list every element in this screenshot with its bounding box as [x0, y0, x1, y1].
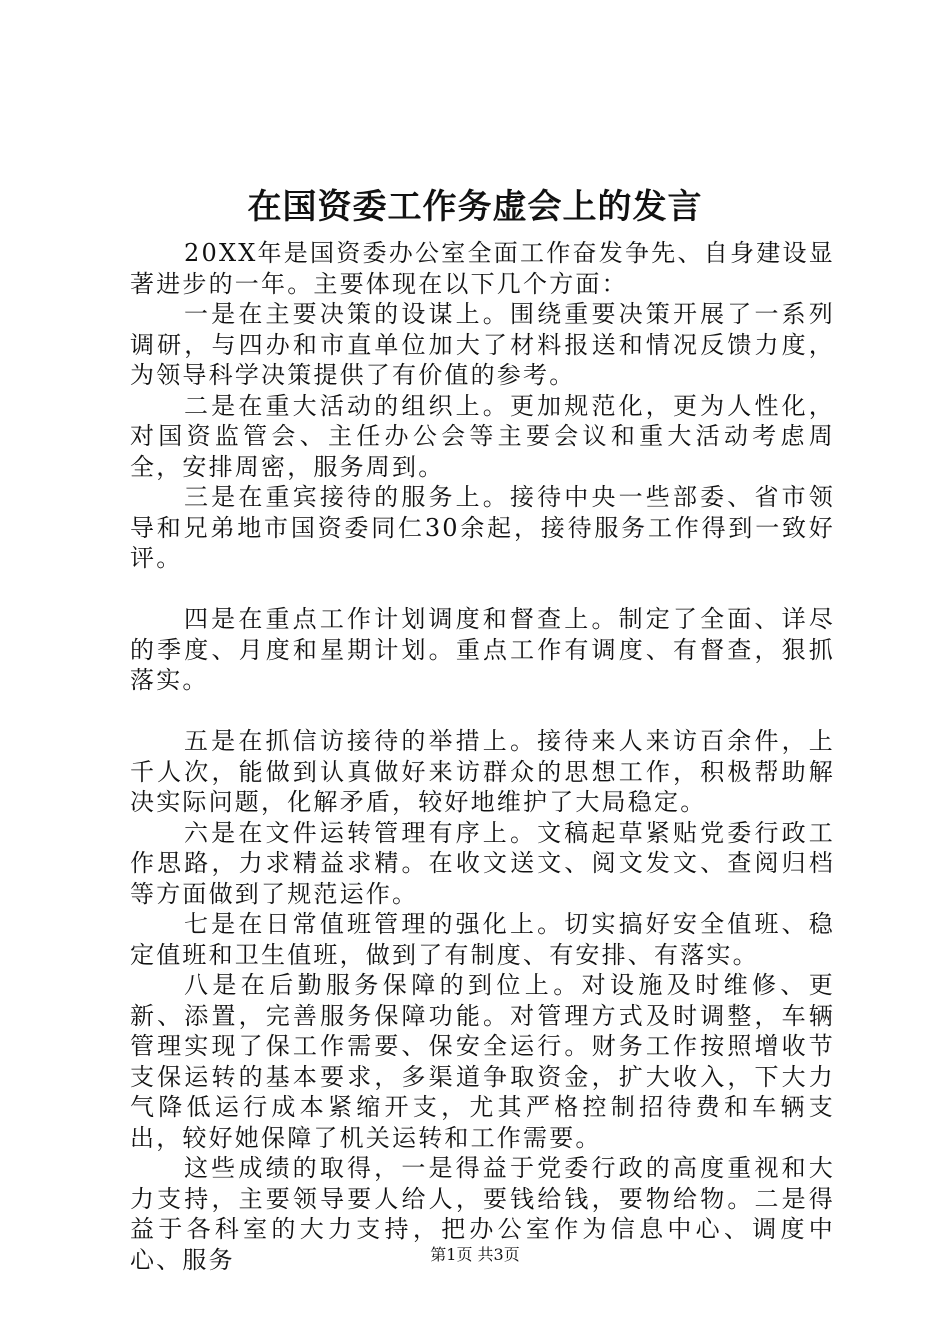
paragraph-achievements: 这些成绩的取得，一是得益于党委行政的高度重视和大力支持，主要领导要人给人，要钱给钱，要物给物。二是得益于各科室的大力支持，把办公室作为信息中心、调度中心、服务	[130, 1154, 835, 1274]
paragraph-activities: 二是在重大活动的组织上。更加规范化，更为人性化，对国资监管会、主任办公会等主要会议和重大活动考虑周全，安排周密，服务周到。	[130, 391, 835, 481]
document-body	[130, 238, 835, 1275]
paragraph-documents: 六是在文件运转管理有序上。文稿起草紧贴党委行政工作思路，力求精益求精。在收文送文、阅文发文、查阅归档等方面做到了规范运作。	[130, 818, 835, 908]
paragraph-logistics: 八是在后勤服务保障的到位上。对设施及时维修、更新、添置，完善服务保障功能。对管理方式及时调整，车辆管理实现了保工作需要、保安全运行。财务工作按照增收节支保运转的基本要求，多渠道争取资金，扩大收入，下大力气降低运行成本紧缩开支，尤其严格控制招待费和车辆支出，较好她保障了机关运转和工作需要。	[130, 971, 835, 1152]
paragraph-petitions: 五是在抓信访接待的举措上。接待来人来访百余件，上千人次，能做到认真做好来访群众的思想工作，积极帮助解决实际问题，化解矛盾，较好地维护了大局稳定。	[130, 727, 835, 816]
paragraph-duty: 七是在日常值班管理的强化上。切实搞好安全值班、稳定值班和卫生值班，做到了有制度、有安排、有落实。	[130, 910, 835, 969]
page-footer: 第1页 共3页	[430, 1245, 520, 1264]
paragraph-intro: 20XX年是国资委办公室全面工作奋发争先、自身建设显著进步的一年。主要体现在以下几个方面：	[130, 239, 835, 298]
paragraph-decision: 一是在主要决策的设谋上。围绕重要决策开展了一系列调研，与四办和市直单位加大了材料报送和情况反馈力度，为领导科学决策提供了有价值的参考。	[130, 300, 835, 389]
document-title: 在国资委工作务虚会上的发言	[247, 187, 703, 227]
paragraph-reception: 三是在重宾接待的服务上。接待中央一些部委、省市领导和兄弟地市国资委同仁30余起，接待服务工作得到一致好评。	[130, 483, 835, 572]
paragraph-planning: 四是在重点工作计划调度和督查上。制定了全面、详尽的季度、月度和星期计划。重点工作有调度、有督查，狠抓落实。	[130, 605, 835, 694]
